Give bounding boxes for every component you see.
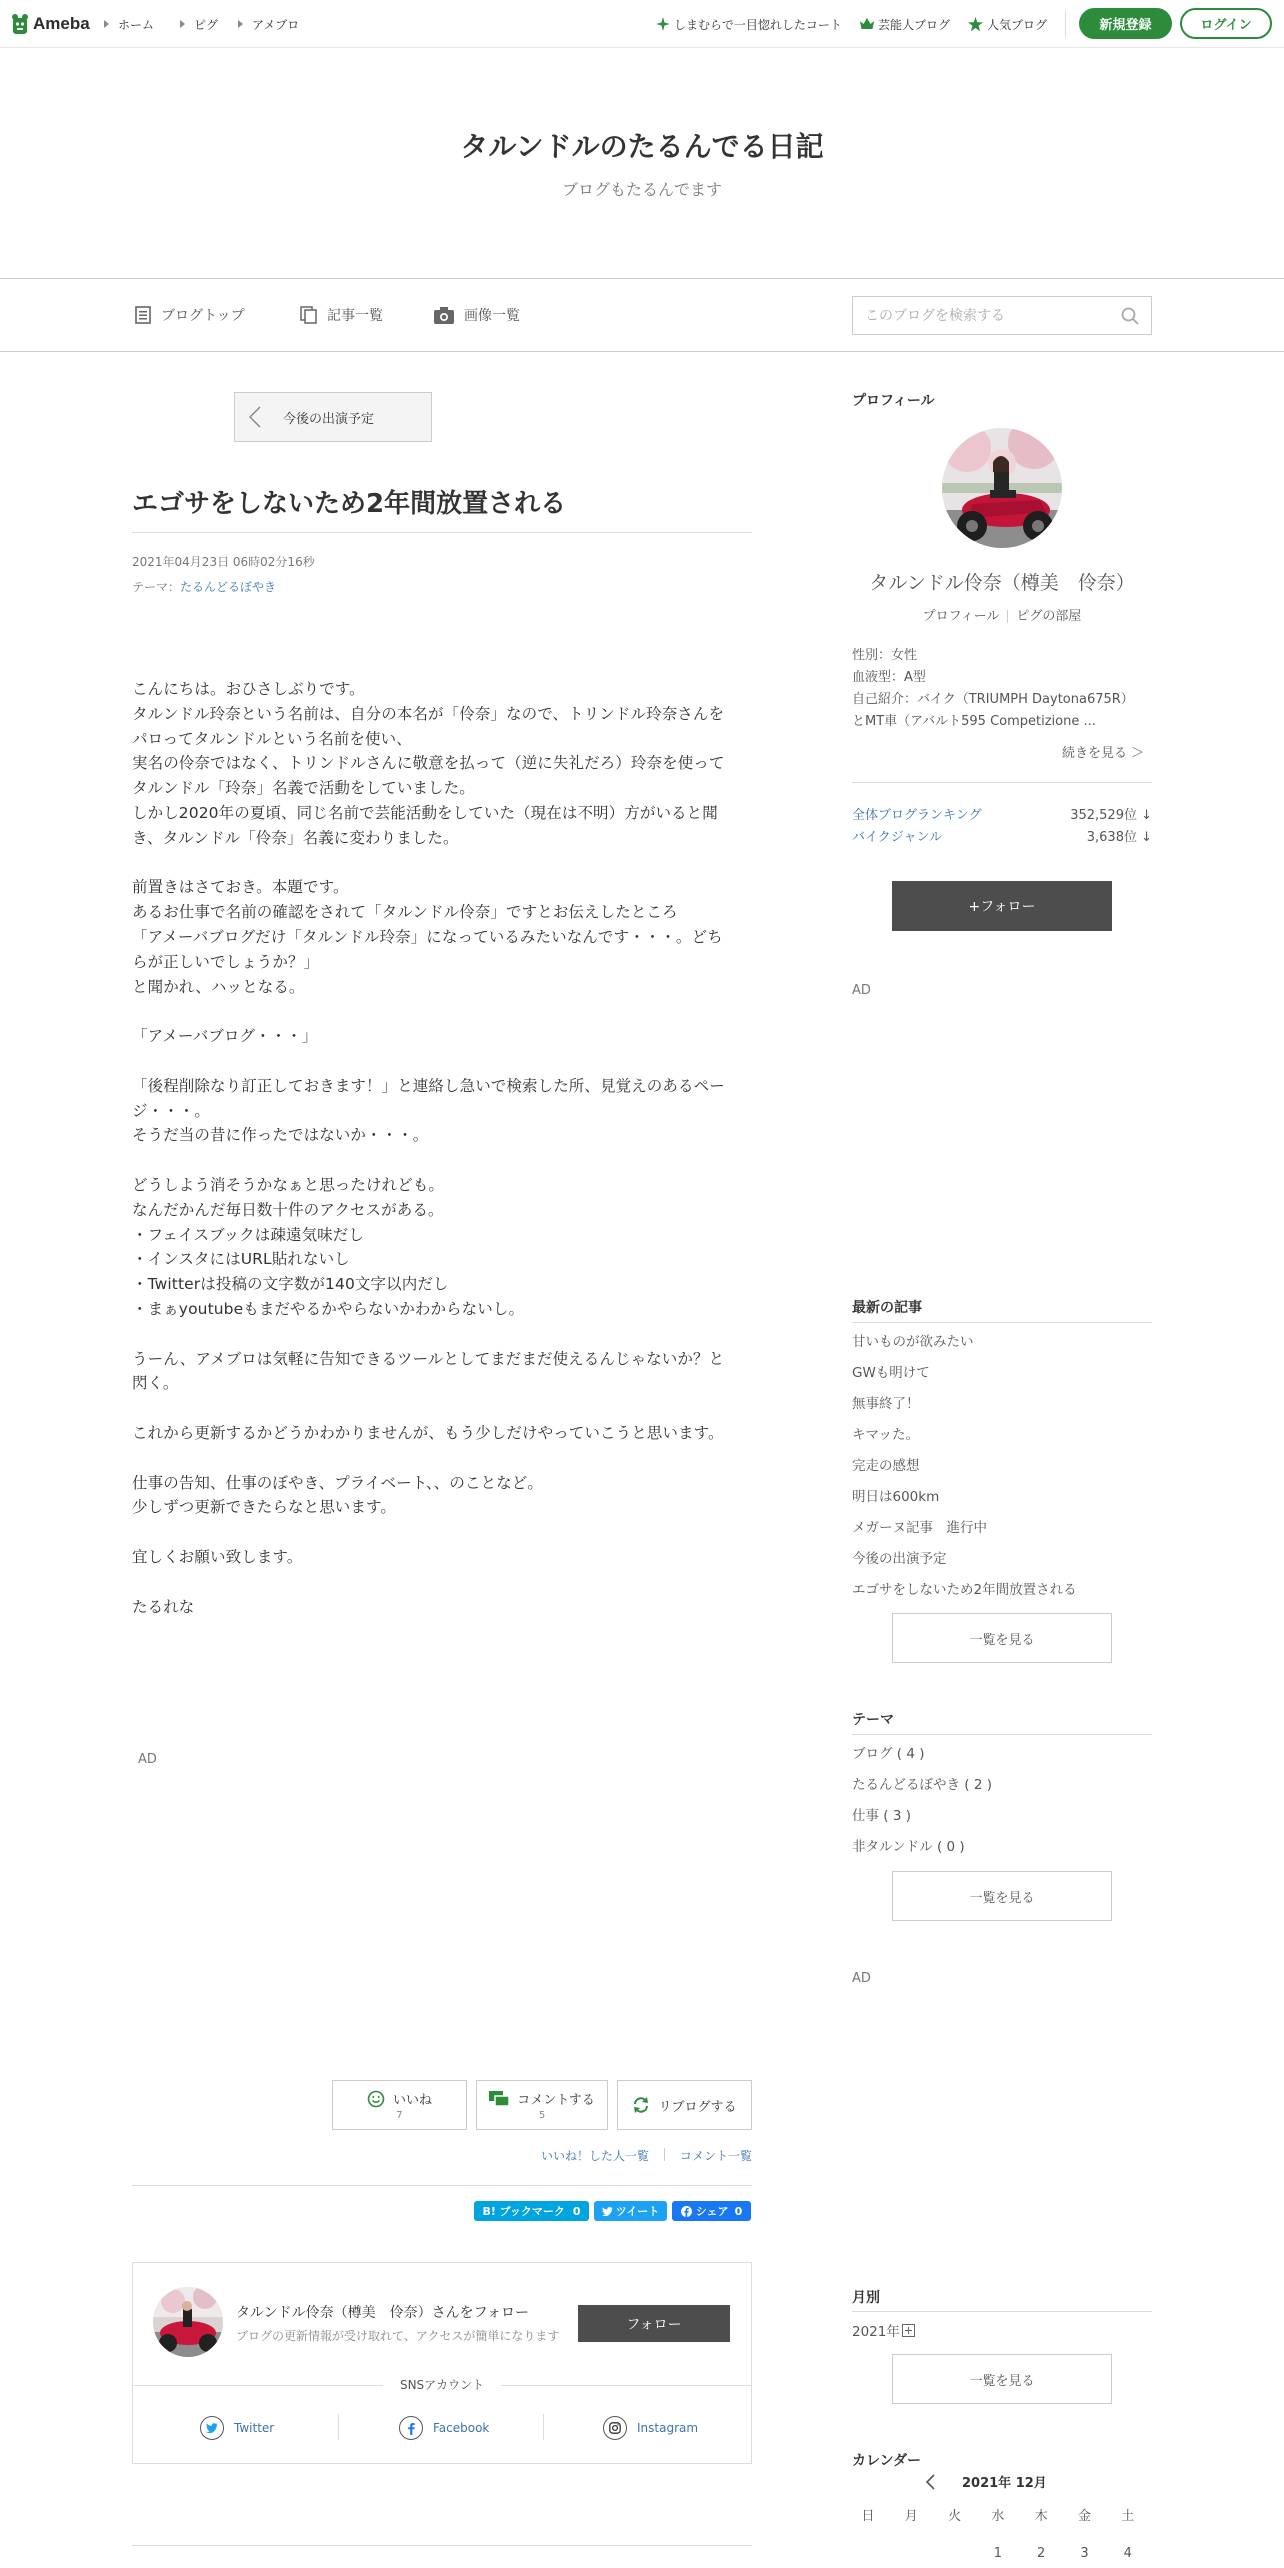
ameba-logo[interactable] bbox=[10, 12, 90, 36]
sparkle-icon bbox=[656, 17, 670, 31]
nav-blog-top[interactable]: ブログトップ bbox=[135, 279, 245, 351]
profile-gender: 性別：女性 bbox=[852, 648, 918, 663]
divider bbox=[852, 2311, 1152, 2312]
divider bbox=[852, 782, 1152, 783]
entry-body-line: どうしよう消そうかなぁと思ったけれども。 bbox=[132, 1176, 445, 1194]
entry-body-line: らが正しいでしょうか？」 bbox=[132, 952, 320, 971]
register-button[interactable]: 新規登録 bbox=[1079, 8, 1172, 39]
tweet-button[interactable]: ツイート bbox=[594, 2201, 667, 2221]
calendar-weekday: 火 bbox=[948, 2509, 962, 2524]
blog-nav bbox=[0, 278, 1284, 352]
profile-image bbox=[942, 428, 1062, 548]
profile-intro: 自己紹介：バイク（TRIUMPH Daytona675R） bbox=[852, 692, 1134, 707]
entry-body-line: これから更新するかどうかわかりませんが、もう少しだけやっていこうと思います。 bbox=[132, 1424, 724, 1442]
entry-body-line: なんだかんだ毎日数十件のアクセスがある。 bbox=[132, 1200, 444, 1219]
recent-list-button[interactable]: 一覧を見る bbox=[892, 1613, 1112, 1663]
prev-entry-button[interactable]: 今後の出演予定 bbox=[234, 392, 432, 442]
avatar[interactable] bbox=[153, 2287, 223, 2357]
copy-icon bbox=[300, 306, 317, 324]
top-link-popular[interactable]: 人気ブログ bbox=[968, 0, 1047, 48]
divider bbox=[543, 2414, 544, 2440]
sns-instagram-link[interactable]: Instagram bbox=[603, 2413, 698, 2443]
twitter-icon bbox=[200, 2416, 224, 2440]
smile-icon bbox=[367, 2090, 385, 2108]
entry-theme: テーマ：たるんどるぼやき bbox=[132, 580, 277, 594]
recent-entry-link[interactable]: GWも明けて bbox=[852, 1365, 930, 1381]
sns-twitter-link[interactable]: Twitter bbox=[200, 2413, 274, 2443]
entry-body-line: 閃く。 bbox=[132, 1374, 179, 1393]
chevron-right-icon bbox=[238, 20, 243, 28]
entry-body-line: 実名の伶奈ではなく、トリンドルさんに敬意を払って（逆に失礼だろ）玲奈を使って bbox=[132, 754, 725, 773]
theme-link[interactable]: ブログ ( 4 ) bbox=[852, 1746, 925, 1762]
recent-entry-link[interactable]: 明日は600km bbox=[852, 1489, 940, 1505]
logo-text: Ameba bbox=[33, 14, 90, 33]
sidebar-ad-label-2: AD bbox=[852, 1971, 871, 1986]
entry-body-line: ジ・・・。 bbox=[132, 1101, 211, 1120]
calendar-month: 2021年 12月 bbox=[962, 2476, 1047, 2491]
monthly-item-2021[interactable]: 2021年 bbox=[852, 2320, 915, 2340]
divider bbox=[338, 2414, 339, 2440]
blog-search-input[interactable] bbox=[853, 297, 1103, 334]
ranking-overall[interactable]: 全体ブログランキング 352,529位 ↓ bbox=[852, 808, 1152, 823]
entry-body-line: しかし2020年の夏頃、同じ名前で芸能活動をしていた（現在は不明）方がいると聞 bbox=[132, 804, 718, 822]
calendar-heading: カレンダー bbox=[852, 2453, 922, 2469]
profile-blood-type: 血液型：A型 bbox=[852, 670, 926, 685]
follow-button[interactable]: フォロー bbox=[578, 2305, 730, 2342]
comment-button[interactable]: コメントする 5 bbox=[476, 2080, 608, 2130]
calendar-day[interactable]: 4 bbox=[1123, 2546, 1132, 2561]
calendar-weekday: 木 bbox=[1034, 2509, 1048, 2524]
blog-subtitle: ブログもたるんでます bbox=[561, 180, 722, 199]
recent-entry-link[interactable]: キマッた。 bbox=[852, 1427, 919, 1443]
blog-title[interactable]: タルンドルのたるんでる日記 bbox=[460, 130, 824, 163]
calendar-day[interactable]: 1 bbox=[993, 2546, 1003, 2561]
pig-room-link[interactable]: ピグの部屋 bbox=[1016, 609, 1082, 624]
calendar-weekday: 水 bbox=[991, 2509, 1005, 2524]
calendar-weekday: 月 bbox=[904, 2509, 918, 2524]
theme-link[interactable]: たるんどるぼやき ( 2 ) bbox=[852, 1777, 992, 1793]
divider bbox=[132, 2545, 752, 2546]
global-header bbox=[0, 0, 1284, 48]
search-icon[interactable] bbox=[1121, 307, 1139, 325]
ranking-bike[interactable]: バイクジャンル 3,638位 ↓ bbox=[852, 830, 1152, 845]
theme-link[interactable]: 非タルンドル ( 0 ) bbox=[852, 1839, 965, 1855]
entry-body-line: ・フェイスブックは疎遠気味だし bbox=[132, 1225, 364, 1244]
camera-icon bbox=[434, 307, 454, 324]
recent-entry-link[interactable]: 甘いものが欲みたい bbox=[852, 1334, 974, 1350]
calendar-weekday: 日 bbox=[861, 2509, 875, 2524]
recent-entry-link[interactable]: 今後の出演予定 bbox=[852, 1551, 947, 1567]
sidebar-ad-label: AD bbox=[852, 983, 871, 998]
profile-links bbox=[852, 605, 1152, 624]
comments-link[interactable]: コメント一覧 bbox=[680, 2149, 753, 2163]
recent-entry-link[interactable]: メガーヌ記事 進行中 bbox=[852, 1520, 987, 1536]
entry-body-line: タルンドル玲奈という名前は、自分の本名が「伶奈」なので、トリンドル玲奈さんを bbox=[132, 704, 725, 723]
recent-entry-link[interactable]: 完走の感想 bbox=[852, 1458, 920, 1474]
monthly-list-button[interactable]: 一覧を見る bbox=[892, 2354, 1112, 2404]
entry-body-line: き、タルンドル「伶奈」名義に変わりました。 bbox=[132, 828, 459, 847]
calendar-weekday: 土 bbox=[1121, 2509, 1135, 2524]
entry-body-line: 少しずつ更新できたらなと思います。 bbox=[132, 1498, 396, 1517]
entry-theme-link[interactable]: たるんどるぼやき bbox=[180, 580, 277, 594]
profile-intro-cont: とMT車（アバルト595 Competizione ... bbox=[852, 714, 1096, 729]
profile-more-link[interactable]: 続きを見る ＞ bbox=[1062, 746, 1145, 761]
recent-entry-link[interactable]: エゴサをしないため2年間放置される bbox=[852, 1582, 1077, 1598]
theme-list-button[interactable]: 一覧を見る bbox=[892, 1871, 1112, 1921]
chevron-right-icon bbox=[180, 20, 185, 28]
avatar-image bbox=[153, 2287, 223, 2357]
facebook-icon bbox=[681, 2206, 692, 2217]
entry-body-line: うーん、アメブロは気軽に告知できるツールとしてまだまだ使えるんじゃないか？と bbox=[132, 1349, 725, 1368]
entry-body-line: 仕事の告知、仕事のぼやき、プライベート、、のことなど。 bbox=[132, 1473, 543, 1492]
sidebar-follow-button[interactable]: +フォロー bbox=[892, 881, 1112, 931]
blog-search bbox=[852, 296, 1152, 335]
twitter-bird-icon bbox=[602, 2207, 613, 2216]
ameba-logo-icon bbox=[10, 12, 30, 36]
entry-body-line: タルンドル「玲奈」名義で活動をしていました。 bbox=[132, 779, 475, 798]
nav-entry-list[interactable]: 記事一覧 bbox=[300, 279, 383, 351]
instagram-icon bbox=[603, 2416, 627, 2440]
comment-icon bbox=[489, 2091, 509, 2107]
crown-icon bbox=[860, 18, 874, 30]
liked-users-link[interactable]: いいね！した人一覧 bbox=[541, 2149, 650, 2163]
entry-body-line: 宜しくお願い致します。 bbox=[132, 1548, 303, 1566]
theme-heading: テーマ bbox=[852, 1712, 894, 1728]
like-button[interactable]: いいね 7 bbox=[332, 2080, 467, 2130]
divider bbox=[1065, 10, 1066, 38]
breadcrumb-pig[interactable]: ピグ bbox=[180, 0, 218, 48]
document-icon bbox=[135, 306, 151, 324]
entry-body-line: たるれな bbox=[132, 1597, 195, 1616]
entry-title[interactable]: エゴサをしないため2年間放置される bbox=[132, 489, 567, 519]
ad-label: AD bbox=[138, 1752, 157, 1767]
recent-entries-heading: 最新の記事 bbox=[852, 1300, 922, 1316]
profile-avatar[interactable] bbox=[942, 428, 1062, 548]
follow-box bbox=[132, 2262, 752, 2464]
nav-image-list[interactable]: 画像一覧 bbox=[434, 279, 520, 351]
entry-body-line: あるお仕事で名前の確認をされて「タルンドル伶奈」ですとお伝えしたところ bbox=[132, 903, 678, 922]
divider bbox=[664, 2148, 665, 2161]
hatena-bookmark-button[interactable]: B! ブックマーク 0 bbox=[474, 2201, 589, 2221]
entry-body-line: そうだ当の昔に作ったではないか・・・。 bbox=[132, 1126, 429, 1145]
monthly-heading: 月別 bbox=[852, 2290, 880, 2306]
entry-body-line: 前置きはさておき。本題です。 bbox=[132, 878, 349, 897]
entry-body-line: こんにちは。おひさしぶりです。 bbox=[132, 680, 365, 698]
divider bbox=[1007, 610, 1008, 623]
calendar-weekday: 金 bbox=[1077, 2509, 1091, 2524]
top-link-trend[interactable]: しまむらで一目惚れしたコート bbox=[656, 0, 842, 48]
profile-name[interactable]: タルンドル伶奈（樽美 伶奈） bbox=[869, 572, 1135, 594]
entry-body-line: ・まぁyoutubeもまだやるかやらないかわからないし。 bbox=[132, 1300, 525, 1318]
reblog-icon bbox=[632, 2096, 650, 2114]
calendar-day[interactable]: 2 bbox=[1037, 2546, 1046, 2561]
facebook-share-button[interactable]: シェア 0 bbox=[672, 2201, 751, 2221]
follow-name: タルンドル伶奈（樽美 伶奈）さんをフォロー bbox=[236, 2305, 529, 2321]
top-link-celebrity[interactable]: 芸能人ブログ bbox=[860, 0, 950, 48]
theme-link[interactable]: 仕事 ( 3 ) bbox=[852, 1808, 911, 1824]
entry-body-line: 「アメーバブログだけ「タルンドル玲奈」になっているみたいなんです・・・。どち bbox=[132, 928, 723, 946]
reblog-button[interactable]: リブログする bbox=[617, 2080, 752, 2130]
follow-description: ブログの更新情報が受け取れて、アクセスが簡単になります bbox=[236, 2329, 560, 2343]
login-button[interactable]: ログイン bbox=[1180, 8, 1272, 39]
comment-count: 5 bbox=[538, 2110, 546, 2121]
chevron-left-icon bbox=[249, 406, 261, 428]
entry-date: 2021年04月23日 06時02分16秒 bbox=[132, 555, 315, 569]
entry-body-line: 「アメーバブログ・・・」 bbox=[132, 1027, 318, 1046]
profile-link[interactable]: プロフィール bbox=[922, 609, 1000, 624]
entry-body-line: ・インスタにはURL貼れないし bbox=[132, 1250, 350, 1269]
like-count: 7 bbox=[396, 2110, 403, 2121]
divider bbox=[132, 2185, 752, 2186]
divider bbox=[852, 1322, 1152, 1323]
divider bbox=[852, 1734, 1152, 1735]
entry-body-line: パロってタルンドルという名前を使い、 bbox=[132, 729, 412, 748]
breadcrumb-ameblo[interactable]: アメブロ bbox=[238, 0, 299, 48]
expand-plus-icon[interactable] bbox=[902, 2324, 915, 2337]
sns-heading: SNSアカウント bbox=[399, 2378, 485, 2392]
entry-body-line: ・Twitterは投稿の文字数が140文字以内だし bbox=[132, 1275, 449, 1294]
breadcrumb-home[interactable]: ホーム bbox=[104, 0, 154, 48]
facebook-icon bbox=[399, 2416, 423, 2440]
profile-heading: プロフィール bbox=[852, 393, 935, 409]
sns-facebook-link[interactable]: Facebook bbox=[399, 2413, 489, 2443]
star-icon bbox=[968, 17, 983, 32]
divider bbox=[132, 532, 752, 533]
chevron-right-icon bbox=[104, 20, 109, 28]
entry-body-line: と聞かれ、ハッとなる。 bbox=[132, 977, 305, 996]
recent-entry-link[interactable]: 無事終了！ bbox=[852, 1396, 920, 1412]
calendar-prev-icon[interactable] bbox=[925, 2474, 935, 2490]
calendar-day[interactable]: 3 bbox=[1080, 2546, 1089, 2561]
entry-body-line: 「後程削除なり訂正しておきます！」と連絡し急いで検索した所、見覚えのあるペー bbox=[132, 1076, 725, 1095]
